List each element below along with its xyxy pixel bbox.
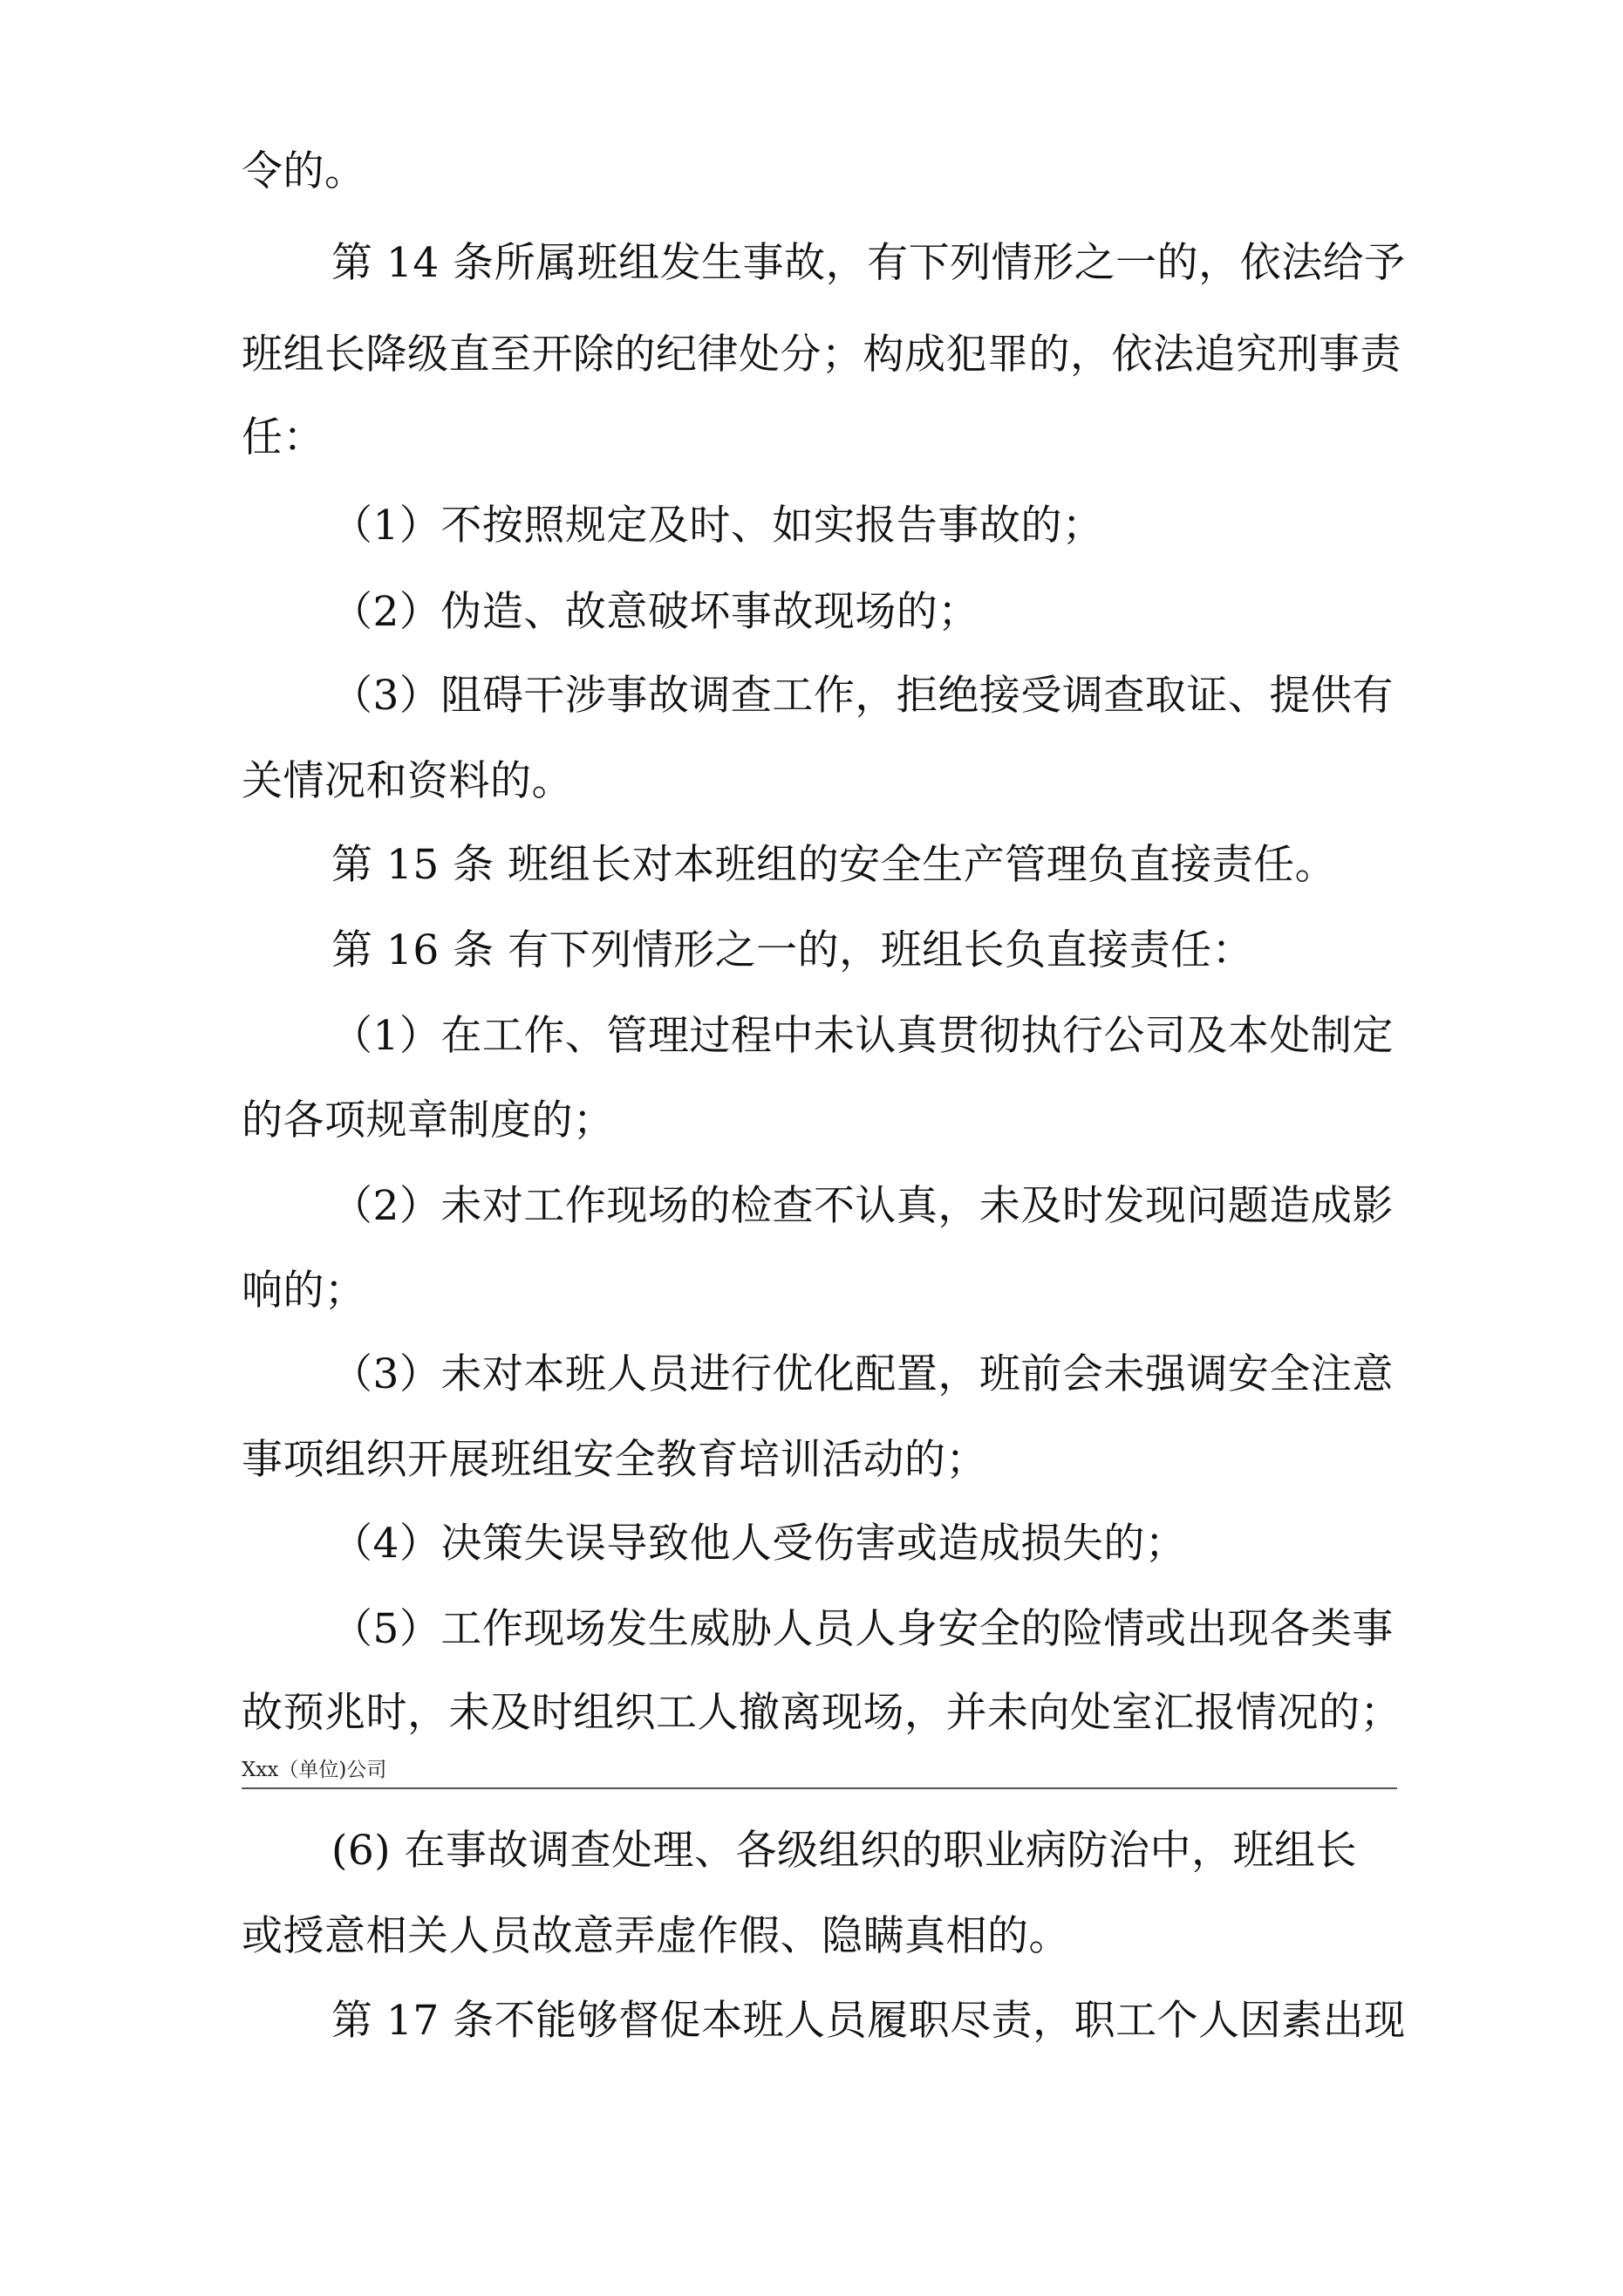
text-line: （1）在工作、管理过程中未认真贯彻执行公司及本处制定 bbox=[331, 1012, 1394, 1060]
page-footer-label: Xxx（单位)公司 bbox=[242, 1759, 387, 1781]
text-line: 关情况和资料的。 bbox=[242, 757, 573, 805]
text-line: (6) 在事故调查处理、各级组织的职业病防治中，班组长 bbox=[331, 1827, 1358, 1875]
text-line: （4）决策失误导致他人受伤害或造成损失的； bbox=[331, 1520, 1187, 1568]
text-line: （3）未对本班人员进行优化配置，班前会未强调安全注意 bbox=[331, 1350, 1394, 1398]
text-line: （1）不按照规定及时、如实报告事故的； bbox=[331, 502, 1104, 550]
text-line: （2）伪造、故意破坏事故现场的； bbox=[331, 588, 979, 636]
text-line: 或授意相关人员故意弄虚作假、隐瞒真相的。 bbox=[242, 1912, 1070, 1960]
text-line: 令的。 bbox=[242, 147, 366, 195]
footer-divider bbox=[242, 1787, 1397, 1789]
text-line: 事项组织开展班组安全教育培训活动的； bbox=[242, 1436, 987, 1484]
text-line: 响的； bbox=[242, 1267, 366, 1315]
text-line: （3）阻碍干涉事故调查工作，拒绝接受调查取证、提供有 bbox=[331, 672, 1394, 720]
text-line: 第 14 条所属班组发生事故，有下列情形之一的，依法给予 bbox=[331, 239, 1406, 287]
text-line: 故预兆时，未及时组织工人撤离现场，并未向处室汇报情况的； bbox=[242, 1689, 1401, 1737]
text-line: 第 17 条不能够督促本班人员履职尽责，职工个人因素出现 bbox=[331, 1997, 1406, 2045]
text-line: 第 15 条 班组长对本班组的安全生产管理负直接责任。 bbox=[331, 841, 1337, 889]
text-line: （5）工作现场发生威胁人员人身安全的险情或出现各类事 bbox=[331, 1605, 1394, 1653]
text-line: （2）未对工作现场的检查不认真，未及时发现问题造成影 bbox=[331, 1182, 1394, 1230]
text-line: 任： bbox=[242, 413, 324, 461]
text-line: 班组长降级直至开除的纪律处分；构成犯罪的，依法追究刑事责 bbox=[242, 331, 1401, 379]
text-line: 的各项规章制度的； bbox=[242, 1097, 615, 1145]
text-line: 第 16 条 有下列情形之一的，班组长负直接责任： bbox=[331, 926, 1254, 974]
